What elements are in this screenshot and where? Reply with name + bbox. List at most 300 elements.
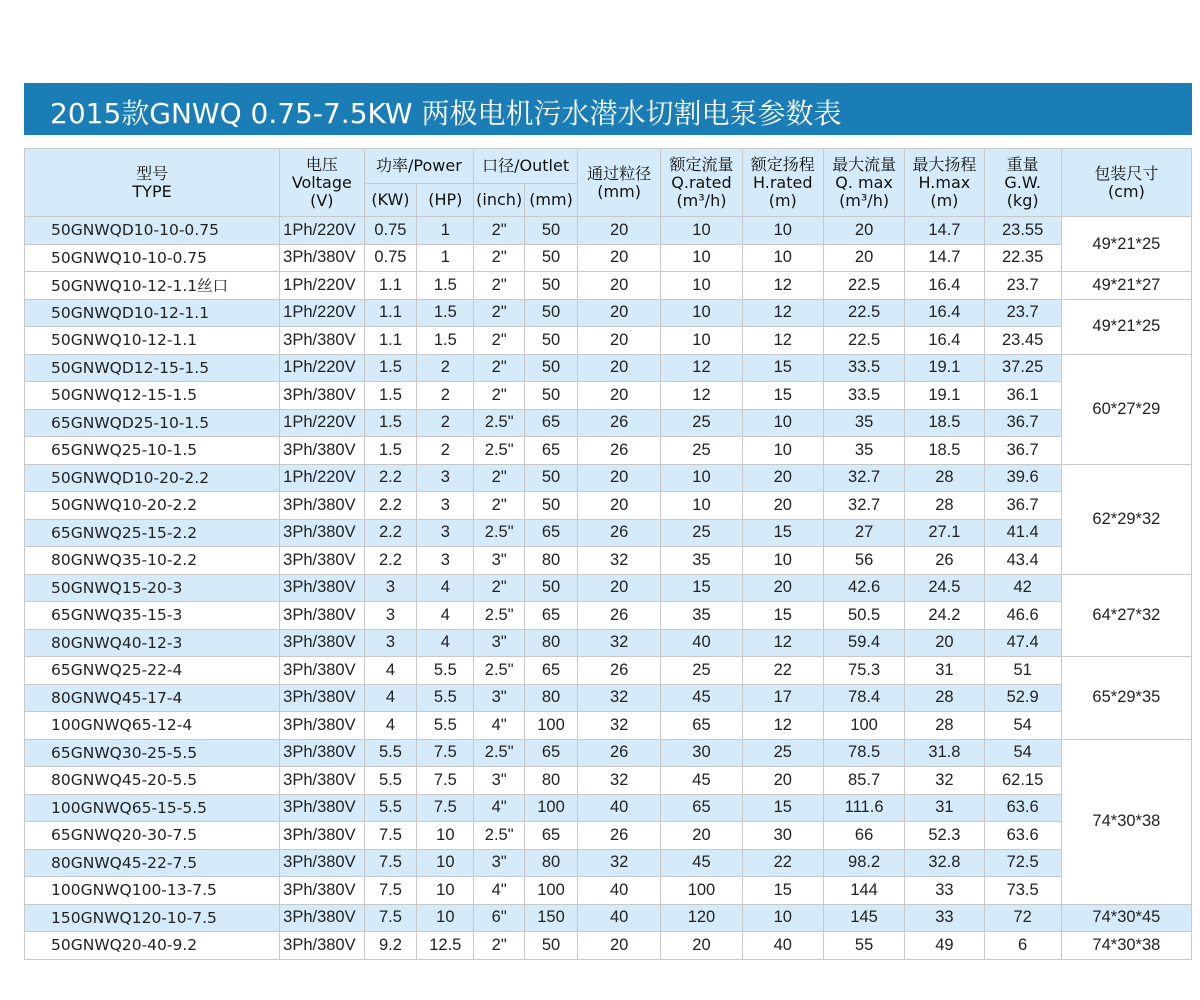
cell-q-max: 98.2 (823, 849, 904, 877)
cell-power-kw: 1.5 (364, 354, 417, 382)
cell-q-max: 144 (823, 877, 904, 905)
cell-h-rated: 30 (742, 822, 823, 850)
cell-q-rated: 20 (661, 932, 742, 960)
cell-model: 65GNWQ20-30-7.5 (25, 822, 280, 850)
cell-h-max: 18.5 (905, 437, 984, 465)
table-row (25, 849, 1192, 877)
cell-power-kw: 7.5 (364, 877, 417, 905)
cell-weight: 39.6 (984, 464, 1061, 492)
cell-power-hp: 5.5 (417, 712, 474, 740)
cell-power-kw: 0.75 (364, 217, 417, 245)
table-row (25, 519, 1192, 547)
cell-power-hp: 4 (417, 574, 474, 602)
cell-model: 65GNWQD25-10-1.5 (25, 409, 280, 437)
table-row (25, 684, 1192, 712)
cell-outlet-mm: 65 (525, 602, 578, 630)
cell-h-rated: 15 (742, 877, 823, 905)
cell-outlet-inch: 2.5" (474, 739, 525, 767)
cell-power-hp: 10 (417, 904, 474, 932)
cell-power-hp: 3 (417, 547, 474, 575)
cell-power-kw: 4 (364, 712, 417, 740)
cell-h-max: 49 (905, 932, 984, 960)
cell-q-rated: 100 (661, 877, 742, 905)
table-row (25, 574, 1192, 602)
cell-outlet-mm: 50 (525, 464, 578, 492)
cell-voltage: 1Ph/220V (280, 299, 364, 327)
cell-power-kw: 2.2 (364, 492, 417, 520)
cell-voltage: 3Ph/380V (280, 904, 364, 932)
cell-weight: 23.45 (984, 327, 1061, 355)
cell-power-hp: 2 (417, 437, 474, 465)
cell-h-max: 18.5 (905, 409, 984, 437)
cell-q-max: 145 (823, 904, 904, 932)
cell-outlet-mm: 80 (525, 849, 578, 877)
cell-q-rated: 25 (661, 519, 742, 547)
cell-outlet-inch: 3" (474, 849, 525, 877)
col-type: 型号 TYPE (25, 149, 280, 217)
cell-h-rated: 10 (742, 547, 823, 575)
cell-power-kw: 4 (364, 684, 417, 712)
col-power: 功率/Power (364, 149, 474, 184)
cell-outlet-mm: 100 (525, 712, 578, 740)
cell-power-hp: 10 (417, 849, 474, 877)
cell-outlet-mm: 80 (525, 547, 578, 575)
cell-power-kw: 3 (364, 602, 417, 630)
cell-h-rated: 20 (742, 767, 823, 795)
col-h-max: 最大扬程 H.max (m) (905, 149, 984, 217)
cell-particle: 20 (577, 244, 660, 272)
cell-outlet-inch: 2.5" (474, 657, 525, 685)
cell-weight: 36.1 (984, 382, 1061, 410)
cell-h-max: 19.1 (905, 354, 984, 382)
table-row (25, 244, 1192, 272)
cell-outlet-mm: 50 (525, 354, 578, 382)
cell-voltage: 3Ph/380V (280, 437, 364, 465)
cell-q-max: 100 (823, 712, 904, 740)
cell-q-rated: 10 (661, 272, 742, 300)
cell-q-max: 50.5 (823, 602, 904, 630)
table-row (25, 217, 1192, 245)
cell-particle: 32 (577, 629, 660, 657)
cell-outlet-inch: 4" (474, 712, 525, 740)
cell-particle: 32 (577, 767, 660, 795)
cell-h-rated: 12 (742, 299, 823, 327)
page-title: 2015款GNWQ 0.75-7.5KW 两极电机污水潜水切割电泵参数表 (50, 97, 842, 130)
cell-power-hp: 4 (417, 629, 474, 657)
cell-model: 50GNWQ15-20-3 (25, 574, 280, 602)
cell-h-max: 28 (905, 684, 984, 712)
cell-q-max: 66 (823, 822, 904, 850)
table-row (25, 904, 1192, 932)
cell-voltage: 1Ph/220V (280, 409, 364, 437)
cell-weight: 36.7 (984, 492, 1061, 520)
cell-voltage: 3Ph/380V (280, 519, 364, 547)
cell-outlet-inch: 2.5" (474, 519, 525, 547)
cell-q-max: 20 (823, 244, 904, 272)
cell-outlet-mm: 50 (525, 244, 578, 272)
cell-outlet-mm: 50 (525, 217, 578, 245)
cell-power-kw: 5.5 (364, 767, 417, 795)
cell-power-kw: 2.2 (364, 547, 417, 575)
cell-outlet-mm: 50 (525, 327, 578, 355)
cell-particle: 20 (577, 217, 660, 245)
cell-power-kw: 2.2 (364, 519, 417, 547)
cell-h-rated: 15 (742, 354, 823, 382)
cell-outlet-inch: 2" (474, 299, 525, 327)
col-outlet-inch: (inch) (474, 184, 525, 217)
table-row (25, 327, 1192, 355)
cell-q-max: 35 (823, 437, 904, 465)
cell-power-hp: 1.5 (417, 327, 474, 355)
cell-power-hp: 7.5 (417, 739, 474, 767)
cell-h-rated: 15 (742, 602, 823, 630)
cell-power-hp: 1.5 (417, 299, 474, 327)
cell-weight: 73.5 (984, 877, 1061, 905)
cell-power-kw: 1.5 (364, 409, 417, 437)
cell-outlet-inch: 2" (474, 244, 525, 272)
table-row (25, 767, 1192, 795)
col-particle: 通过粒径 (mm) (577, 149, 660, 217)
cell-q-rated: 10 (661, 492, 742, 520)
cell-model: 65GNWQ30-25-5.5 (25, 739, 280, 767)
cell-particle: 32 (577, 712, 660, 740)
cell-h-rated: 15 (742, 382, 823, 410)
cell-q-max: 32.7 (823, 492, 904, 520)
cell-outlet-inch: 2" (474, 327, 525, 355)
cell-h-max: 28 (905, 492, 984, 520)
cell-q-rated: 10 (661, 299, 742, 327)
cell-particle: 20 (577, 327, 660, 355)
cell-outlet-inch: 2" (474, 217, 525, 245)
cell-model: 50GNWQD12-15-1.5 (25, 354, 280, 382)
cell-particle: 20 (577, 299, 660, 327)
cell-q-max: 59.4 (823, 629, 904, 657)
cell-outlet-inch: 2.5" (474, 409, 525, 437)
cell-outlet-mm: 65 (525, 519, 578, 547)
cell-outlet-mm: 50 (525, 382, 578, 410)
cell-particle: 40 (577, 904, 660, 932)
cell-outlet-mm: 80 (525, 767, 578, 795)
cell-power-kw: 7.5 (364, 849, 417, 877)
cell-power-hp: 2 (417, 409, 474, 437)
cell-model: 65GNWQ25-22-4 (25, 657, 280, 685)
cell-h-max: 31 (905, 794, 984, 822)
cell-weight: 54 (984, 739, 1061, 767)
cell-h-rated: 20 (742, 574, 823, 602)
cell-outlet-mm: 50 (525, 492, 578, 520)
table-row (25, 382, 1192, 410)
cell-weight: 51 (984, 657, 1061, 685)
cell-particle: 20 (577, 492, 660, 520)
cell-outlet-mm: 65 (525, 739, 578, 767)
cell-q-max: 20 (823, 217, 904, 245)
cell-outlet-inch: 2" (474, 932, 525, 960)
cell-power-kw: 2.2 (364, 464, 417, 492)
table-row (25, 629, 1192, 657)
cell-h-max: 32.8 (905, 849, 984, 877)
cell-q-rated: 12 (661, 382, 742, 410)
cell-power-hp: 12.5 (417, 932, 474, 960)
cell-q-rated: 10 (661, 244, 742, 272)
cell-voltage: 1Ph/220V (280, 272, 364, 300)
cell-model: 80GNWQ35-10-2.2 (25, 547, 280, 575)
table-body (25, 217, 1192, 960)
table-row (25, 354, 1192, 382)
cell-outlet-inch: 3" (474, 767, 525, 795)
cell-particle: 26 (577, 437, 660, 465)
cell-model: 80GNWQ45-17-4 (25, 684, 280, 712)
cell-model: 65GNWQ35-15-3 (25, 602, 280, 630)
cell-voltage: 3Ph/380V (280, 794, 364, 822)
cell-outlet-mm: 50 (525, 932, 578, 960)
cell-q-max: 22.5 (823, 327, 904, 355)
cell-particle: 20 (577, 464, 660, 492)
cell-q-max: 55 (823, 932, 904, 960)
cell-model: 65GNWQ25-10-1.5 (25, 437, 280, 465)
cell-q-rated: 25 (661, 437, 742, 465)
cell-weight: 36.7 (984, 409, 1061, 437)
cell-particle: 26 (577, 519, 660, 547)
cell-power-hp: 3 (417, 519, 474, 547)
cell-voltage: 3Ph/380V (280, 382, 364, 410)
cell-outlet-mm: 100 (525, 877, 578, 905)
cell-h-max: 33 (905, 904, 984, 932)
cell-power-kw: 7.5 (364, 904, 417, 932)
col-voltage: 电压 Voltage (V) (280, 149, 364, 217)
cell-power-kw: 1.1 (364, 299, 417, 327)
cell-outlet-mm: 65 (525, 409, 578, 437)
cell-h-max: 16.4 (905, 272, 984, 300)
cell-model: 100GNWQ100-13-7.5 (25, 877, 280, 905)
cell-outlet-inch: 2" (474, 354, 525, 382)
cell-power-kw: 1.1 (364, 327, 417, 355)
cell-power-hp: 3 (417, 492, 474, 520)
cell-q-max: 56 (823, 547, 904, 575)
cell-power-hp: 10 (417, 877, 474, 905)
cell-weight: 43.4 (984, 547, 1061, 575)
cell-h-max: 28 (905, 464, 984, 492)
cell-outlet-inch: 2" (474, 492, 525, 520)
cell-q-max: 111.6 (823, 794, 904, 822)
table-row (25, 657, 1192, 685)
cell-model: 50GNWQD10-20-2.2 (25, 464, 280, 492)
cell-q-rated: 25 (661, 409, 742, 437)
cell-voltage: 3Ph/380V (280, 492, 364, 520)
cell-weight: 72.5 (984, 849, 1061, 877)
cell-h-max: 31 (905, 657, 984, 685)
cell-q-rated: 120 (661, 904, 742, 932)
cell-weight: 6 (984, 932, 1061, 960)
cell-model: 80GNWQ40-12-3 (25, 629, 280, 657)
cell-voltage: 1Ph/220V (280, 217, 364, 245)
cell-outlet-mm: 80 (525, 629, 578, 657)
cell-voltage: 3Ph/380V (280, 739, 364, 767)
cell-weight: 52.9 (984, 684, 1061, 712)
cell-q-rated: 40 (661, 629, 742, 657)
cell-outlet-inch: 2.5" (474, 602, 525, 630)
cell-power-hp: 2 (417, 354, 474, 382)
cell-weight: 46.6 (984, 602, 1061, 630)
cell-outlet-mm: 100 (525, 794, 578, 822)
cell-outlet-mm: 50 (525, 574, 578, 602)
cell-particle: 26 (577, 602, 660, 630)
col-h-rated: 额定扬程 H.rated (m) (742, 149, 823, 217)
cell-weight: 37.25 (984, 354, 1061, 382)
cell-weight: 47.4 (984, 629, 1061, 657)
table-row (25, 602, 1192, 630)
cell-power-kw: 4 (364, 657, 417, 685)
cell-h-rated: 22 (742, 849, 823, 877)
cell-h-rated: 20 (742, 492, 823, 520)
cell-q-max: 78.4 (823, 684, 904, 712)
cell-power-kw: 1.5 (364, 437, 417, 465)
cell-power-hp: 1 (417, 217, 474, 245)
cell-pack-size: 49*21*25 (1061, 217, 1191, 272)
table-row (25, 739, 1192, 767)
cell-power-kw: 5.5 (364, 739, 417, 767)
cell-q-rated: 10 (661, 327, 742, 355)
cell-h-rated: 10 (742, 437, 823, 465)
table-header (25, 149, 1192, 217)
cell-power-kw: 9.2 (364, 932, 417, 960)
table-row (25, 822, 1192, 850)
cell-weight: 63.6 (984, 794, 1061, 822)
cell-q-max: 78.5 (823, 739, 904, 767)
cell-model: 100GNWQ65-15-5.5 (25, 794, 280, 822)
cell-power-hp: 2 (417, 382, 474, 410)
cell-outlet-inch: 2" (474, 382, 525, 410)
cell-power-hp: 7.5 (417, 767, 474, 795)
cell-particle: 20 (577, 574, 660, 602)
cell-voltage: 3Ph/380V (280, 712, 364, 740)
cell-voltage: 1Ph/220V (280, 354, 364, 382)
cell-outlet-inch: 3" (474, 547, 525, 575)
cell-q-max: 22.5 (823, 299, 904, 327)
cell-pack-size: 74*30*38 (1061, 739, 1191, 904)
cell-outlet-mm: 65 (525, 657, 578, 685)
cell-model: 50GNWQD10-12-1.1 (25, 299, 280, 327)
cell-model: 50GNWQ10-12-1.1丝口 (25, 272, 280, 300)
cell-voltage: 3Ph/380V (280, 547, 364, 575)
cell-power-kw: 7.5 (364, 822, 417, 850)
cell-h-max: 24.2 (905, 602, 984, 630)
cell-voltage: 3Ph/380V (280, 849, 364, 877)
cell-particle: 32 (577, 684, 660, 712)
cell-q-max: 22.5 (823, 272, 904, 300)
cell-outlet-inch: 6" (474, 904, 525, 932)
cell-h-rated: 12 (742, 712, 823, 740)
cell-voltage: 3Ph/380V (280, 629, 364, 657)
cell-power-hp: 5.5 (417, 657, 474, 685)
cell-model: 50GNWQ10-12-1.1 (25, 327, 280, 355)
cell-h-max: 16.4 (905, 299, 984, 327)
cell-h-max: 31.8 (905, 739, 984, 767)
cell-q-max: 32.7 (823, 464, 904, 492)
cell-outlet-inch: 3" (474, 684, 525, 712)
cell-power-hp: 1.5 (417, 272, 474, 300)
cell-outlet-mm: 65 (525, 822, 578, 850)
cell-q-max: 75.3 (823, 657, 904, 685)
cell-pack-size: 49*21*27 (1061, 272, 1191, 300)
cell-power-hp: 3 (417, 464, 474, 492)
cell-pack-size: 49*21*25 (1061, 299, 1191, 354)
cell-q-rated: 45 (661, 849, 742, 877)
cell-voltage: 3Ph/380V (280, 244, 364, 272)
cell-voltage: 3Ph/380V (280, 327, 364, 355)
cell-q-max: 27 (823, 519, 904, 547)
cell-q-rated: 15 (661, 574, 742, 602)
cell-power-kw: 1.1 (364, 272, 417, 300)
cell-h-rated: 15 (742, 794, 823, 822)
cell-h-rated: 10 (742, 244, 823, 272)
col-outlet: 口径/Outlet (474, 149, 578, 184)
cell-particle: 32 (577, 547, 660, 575)
cell-h-max: 52.3 (905, 822, 984, 850)
table-row (25, 492, 1192, 520)
cell-q-rated: 10 (661, 464, 742, 492)
pump-spec-table (24, 148, 1192, 960)
col-power-hp: (HP) (417, 184, 474, 217)
cell-power-hp: 5.5 (417, 684, 474, 712)
cell-q-max: 33.5 (823, 354, 904, 382)
cell-model: 50GNWQ12-15-1.5 (25, 382, 280, 410)
cell-outlet-mm: 150 (525, 904, 578, 932)
cell-outlet-mm: 65 (525, 437, 578, 465)
cell-power-kw: 1.5 (364, 382, 417, 410)
cell-h-max: 28 (905, 712, 984, 740)
cell-power-hp: 4 (417, 602, 474, 630)
cell-outlet-mm: 80 (525, 684, 578, 712)
cell-particle: 26 (577, 657, 660, 685)
table-row (25, 437, 1192, 465)
cell-power-kw: 0.75 (364, 244, 417, 272)
col-q-rated: 额定流量 Q.rated (m³/h) (661, 149, 742, 217)
cell-voltage: 3Ph/380V (280, 684, 364, 712)
cell-q-max: 33.5 (823, 382, 904, 410)
cell-power-hp: 7.5 (417, 794, 474, 822)
cell-particle: 26 (577, 822, 660, 850)
cell-outlet-mm: 50 (525, 299, 578, 327)
cell-voltage: 1Ph/220V (280, 464, 364, 492)
cell-h-max: 32 (905, 767, 984, 795)
cell-h-rated: 15 (742, 519, 823, 547)
cell-model: 50GNWQ20-40-9.2 (25, 932, 280, 960)
cell-h-rated: 10 (742, 409, 823, 437)
cell-outlet-inch: 2.5" (474, 822, 525, 850)
cell-power-kw: 3 (364, 574, 417, 602)
cell-voltage: 3Ph/380V (280, 574, 364, 602)
cell-q-rated: 35 (661, 547, 742, 575)
cell-power-hp: 1 (417, 244, 474, 272)
cell-h-rated: 12 (742, 629, 823, 657)
cell-q-rated: 10 (661, 217, 742, 245)
cell-weight: 22.35 (984, 244, 1061, 272)
cell-outlet-inch: 4" (474, 877, 525, 905)
cell-q-max: 35 (823, 409, 904, 437)
cell-voltage: 3Ph/380V (280, 932, 364, 960)
cell-h-max: 27.1 (905, 519, 984, 547)
cell-h-max: 24.5 (905, 574, 984, 602)
cell-h-max: 14.7 (905, 217, 984, 245)
cell-h-max: 26 (905, 547, 984, 575)
table-row (25, 932, 1192, 960)
cell-particle: 32 (577, 849, 660, 877)
cell-model: 150GNWQ120-10-7.5 (25, 904, 280, 932)
cell-h-rated: 25 (742, 739, 823, 767)
cell-particle: 20 (577, 932, 660, 960)
cell-h-rated: 12 (742, 327, 823, 355)
cell-q-rated: 45 (661, 684, 742, 712)
